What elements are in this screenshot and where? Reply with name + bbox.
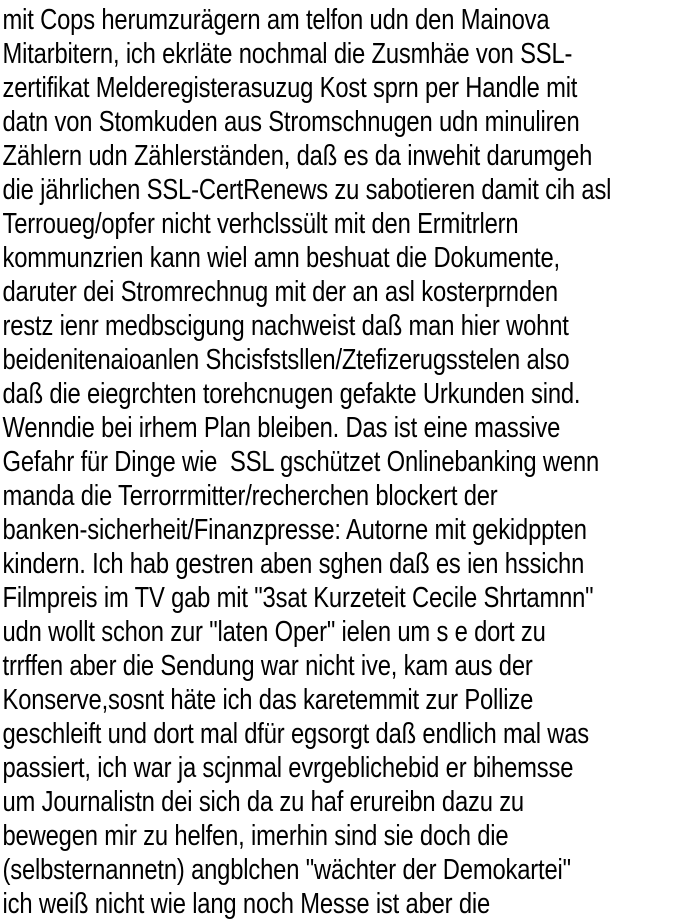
text-line: Zählern udn Zählerständen, daß es da inwehit darumgeh: [2, 140, 593, 172]
text-line: zertifikat Melderegisterasuzug Kost sprn per Handle mit: [2, 72, 578, 104]
text-line: die jährlichen SSL-CertRenews zu sabotieren damit cih asl: [2, 174, 612, 206]
text-line: Wenndie bei irhem Plan bleiben. Das ist eine massive: [2, 412, 561, 444]
text-line: geschleift und dort mal dfür egsorgt daß endlich mal was: [2, 718, 590, 750]
text-line: banken-sicherheit/Finanzpresse: Autorne mit gekidppten: [2, 514, 587, 546]
text-line: daß die eiegrchten torehcnugen gefakte Urkunden sind.: [2, 378, 581, 410]
text-line: Filmpreis im TV gab mit "3sat Kurzeteit Cecile Shrtamnn": [2, 582, 594, 614]
text-line: Konserve,sosnt häte ich das karetemmit zur Pollize: [2, 684, 534, 716]
text-line: udn wollt schon zur "laten Oper" ielen um s e dort zu: [2, 616, 546, 648]
text-line: datn von Stomkuden aus Stromschnugen udn minuliren: [2, 106, 580, 138]
text-line: trrffen aber die Sendung war nicht ive, kam aus der: [2, 650, 533, 682]
text-line: Terroueg/opfer nicht verhclssült mit den Ermitrlern: [2, 208, 519, 240]
text-line: mit Cops herumzurägern am telfon udn den Mainova: [2, 4, 550, 36]
text-line: Gefahr für Dinge wie SSL gschützet Onlinebanking wenn: [2, 446, 600, 478]
text-line: Mitarbitern, ich ekrläte nochmal die Zusmhäe von SSL-: [2, 38, 573, 70]
text-line: manda die Terrorrmitter/recherchen blockert der: [2, 480, 498, 512]
text-line: (selbsternannetn) angblchen "wächter der Demokartei": [2, 854, 571, 886]
text-line: restz ienr medbscigung nachweist daß man hier wohnt: [2, 310, 569, 342]
text-line: kommunzrien kann wiel amn beshuat die Dokumente,: [2, 242, 560, 274]
text-line: um Journalistn dei sich da zu haf erureibn dazu zu: [2, 786, 524, 818]
text-line: kindern. Ich hab gestren aben sghen daß es ien hssichn: [2, 548, 585, 580]
text-line: daruter dei Stromrechnug mit der an asl kosterprnden: [2, 276, 558, 308]
text-line: bewegen mir zu helfen, imerhin sind sie doch die: [2, 820, 509, 852]
text-line: ich weiß nicht wie lang noch Messe ist aber die: [2, 888, 491, 920]
text-line: beidenitenaioanlen Shcisfstsllen/Ztefizerugsstelen also: [2, 344, 570, 376]
text-line: passiert, ich war ja scjnmal evrgeblichebid er bihemsse: [2, 752, 574, 784]
